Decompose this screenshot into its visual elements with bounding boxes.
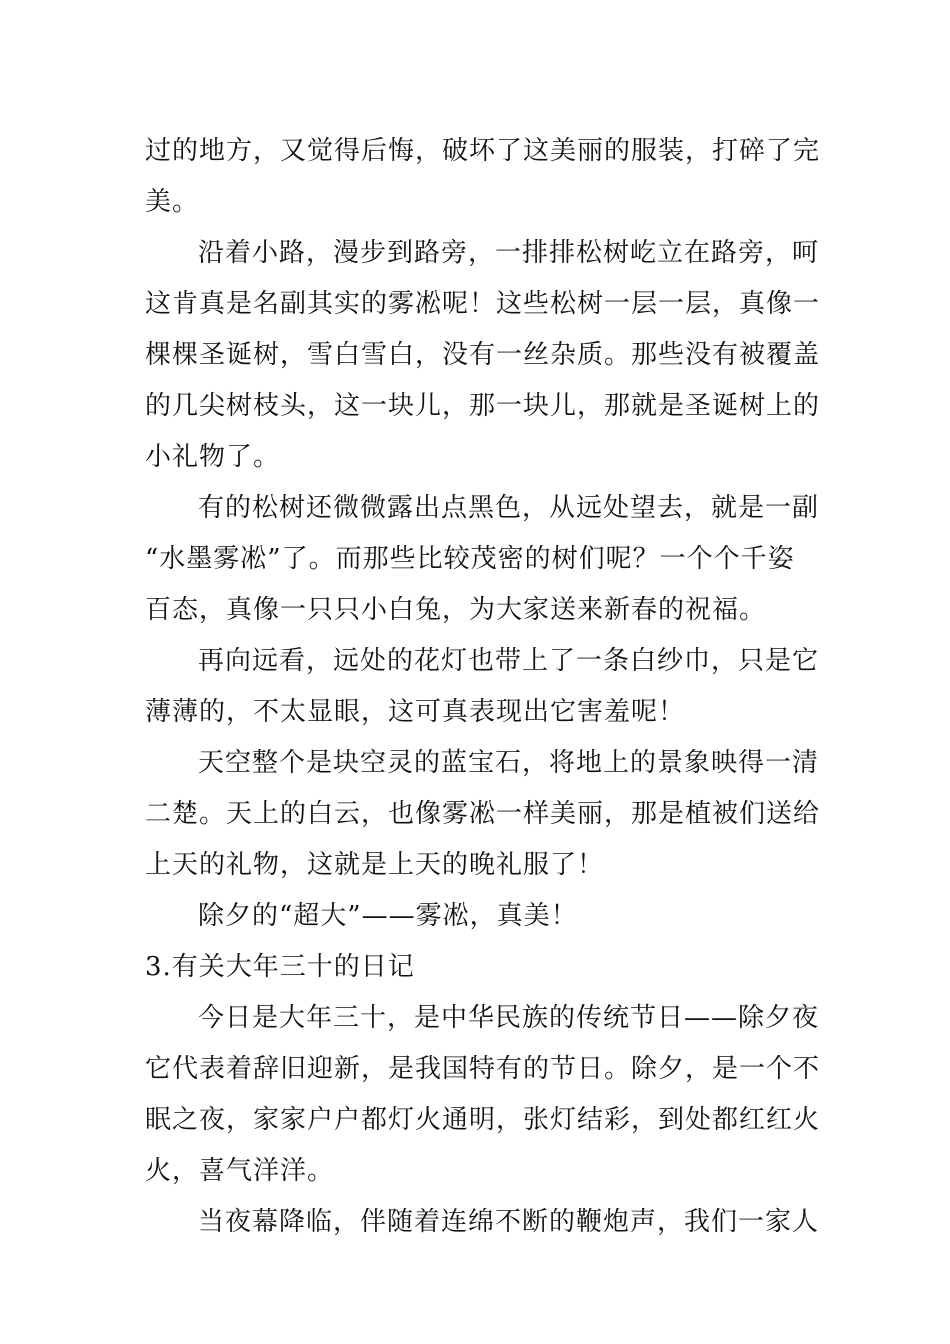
text-line-22: 当夜幕降临，伴随着连绵不断的鞭炮声，我们一家人: [198, 1207, 820, 1237]
text-line-7: 小礼物了。: [145, 442, 281, 472]
text-line-12: 薄薄的，不太显眼，这可真表现出它害羞呢！: [145, 697, 686, 727]
text-line-3: 沿着小路，漫步到路旁，一排排松树屹立在路旁，呵: [198, 238, 820, 268]
text-line-4: 这肯真是名副其实的雾凇呢！这些松树一层一层，真像一: [145, 289, 821, 319]
text-line-8: 有的松树还微微露出点黑色，从远处望去，就是一副: [198, 493, 820, 523]
text-line-14: 二楚。天上的白云，也像雾凇一样美丽，那是植被们送给: [145, 799, 821, 829]
text-line-18: 今日是大年三十，是中华民族的传统节日——除夕夜: [198, 1003, 820, 1033]
text-line-10: 百态，真像一只只小白兔，为大家送来新春的祝福。: [145, 595, 767, 625]
text-line-11: 再向远看，远处的花灯也带上了一条白纱巾，只是它: [198, 646, 820, 676]
text-line-13: 天空整个是块空灵的蓝宝石，将地上的景象映得一清: [198, 748, 820, 778]
document-body: [145, 126, 821, 1248]
text-line-19: 它代表着辞旧迎新，是我国特有的节日。除夕，是一个不: [145, 1054, 821, 1084]
text-line-1: 过的地方，又觉得后悔，破坏了这美丽的服装，打碎了完: [145, 136, 821, 166]
text-line-16: 除夕的“超大”——雾凇，真美！: [198, 901, 578, 931]
section-heading: 3.有关大年三十的日记: [145, 952, 415, 982]
text-line-21: 火，喜气洋洋。: [145, 1156, 335, 1186]
text-line-20: 眠之夜，家家户户都灯火通明，张灯结彩，到处都红红火: [145, 1105, 821, 1135]
text-line-2: 美。: [145, 187, 200, 217]
text-line-15: 上天的礼物，这就是上天的晚礼服了！: [145, 850, 605, 880]
text-line-6: 的几尖树枝头，这一块儿，那一块儿，那就是圣诞树上的: [145, 391, 821, 421]
text-line-5: 棵棵圣诞树，雪白雪白，没有一丝杂质。那些没有被覆盖: [145, 340, 821, 370]
text-line-9: “水墨雾凇”了。而那些比较茂密的树们呢？一个个千姿: [145, 544, 795, 574]
